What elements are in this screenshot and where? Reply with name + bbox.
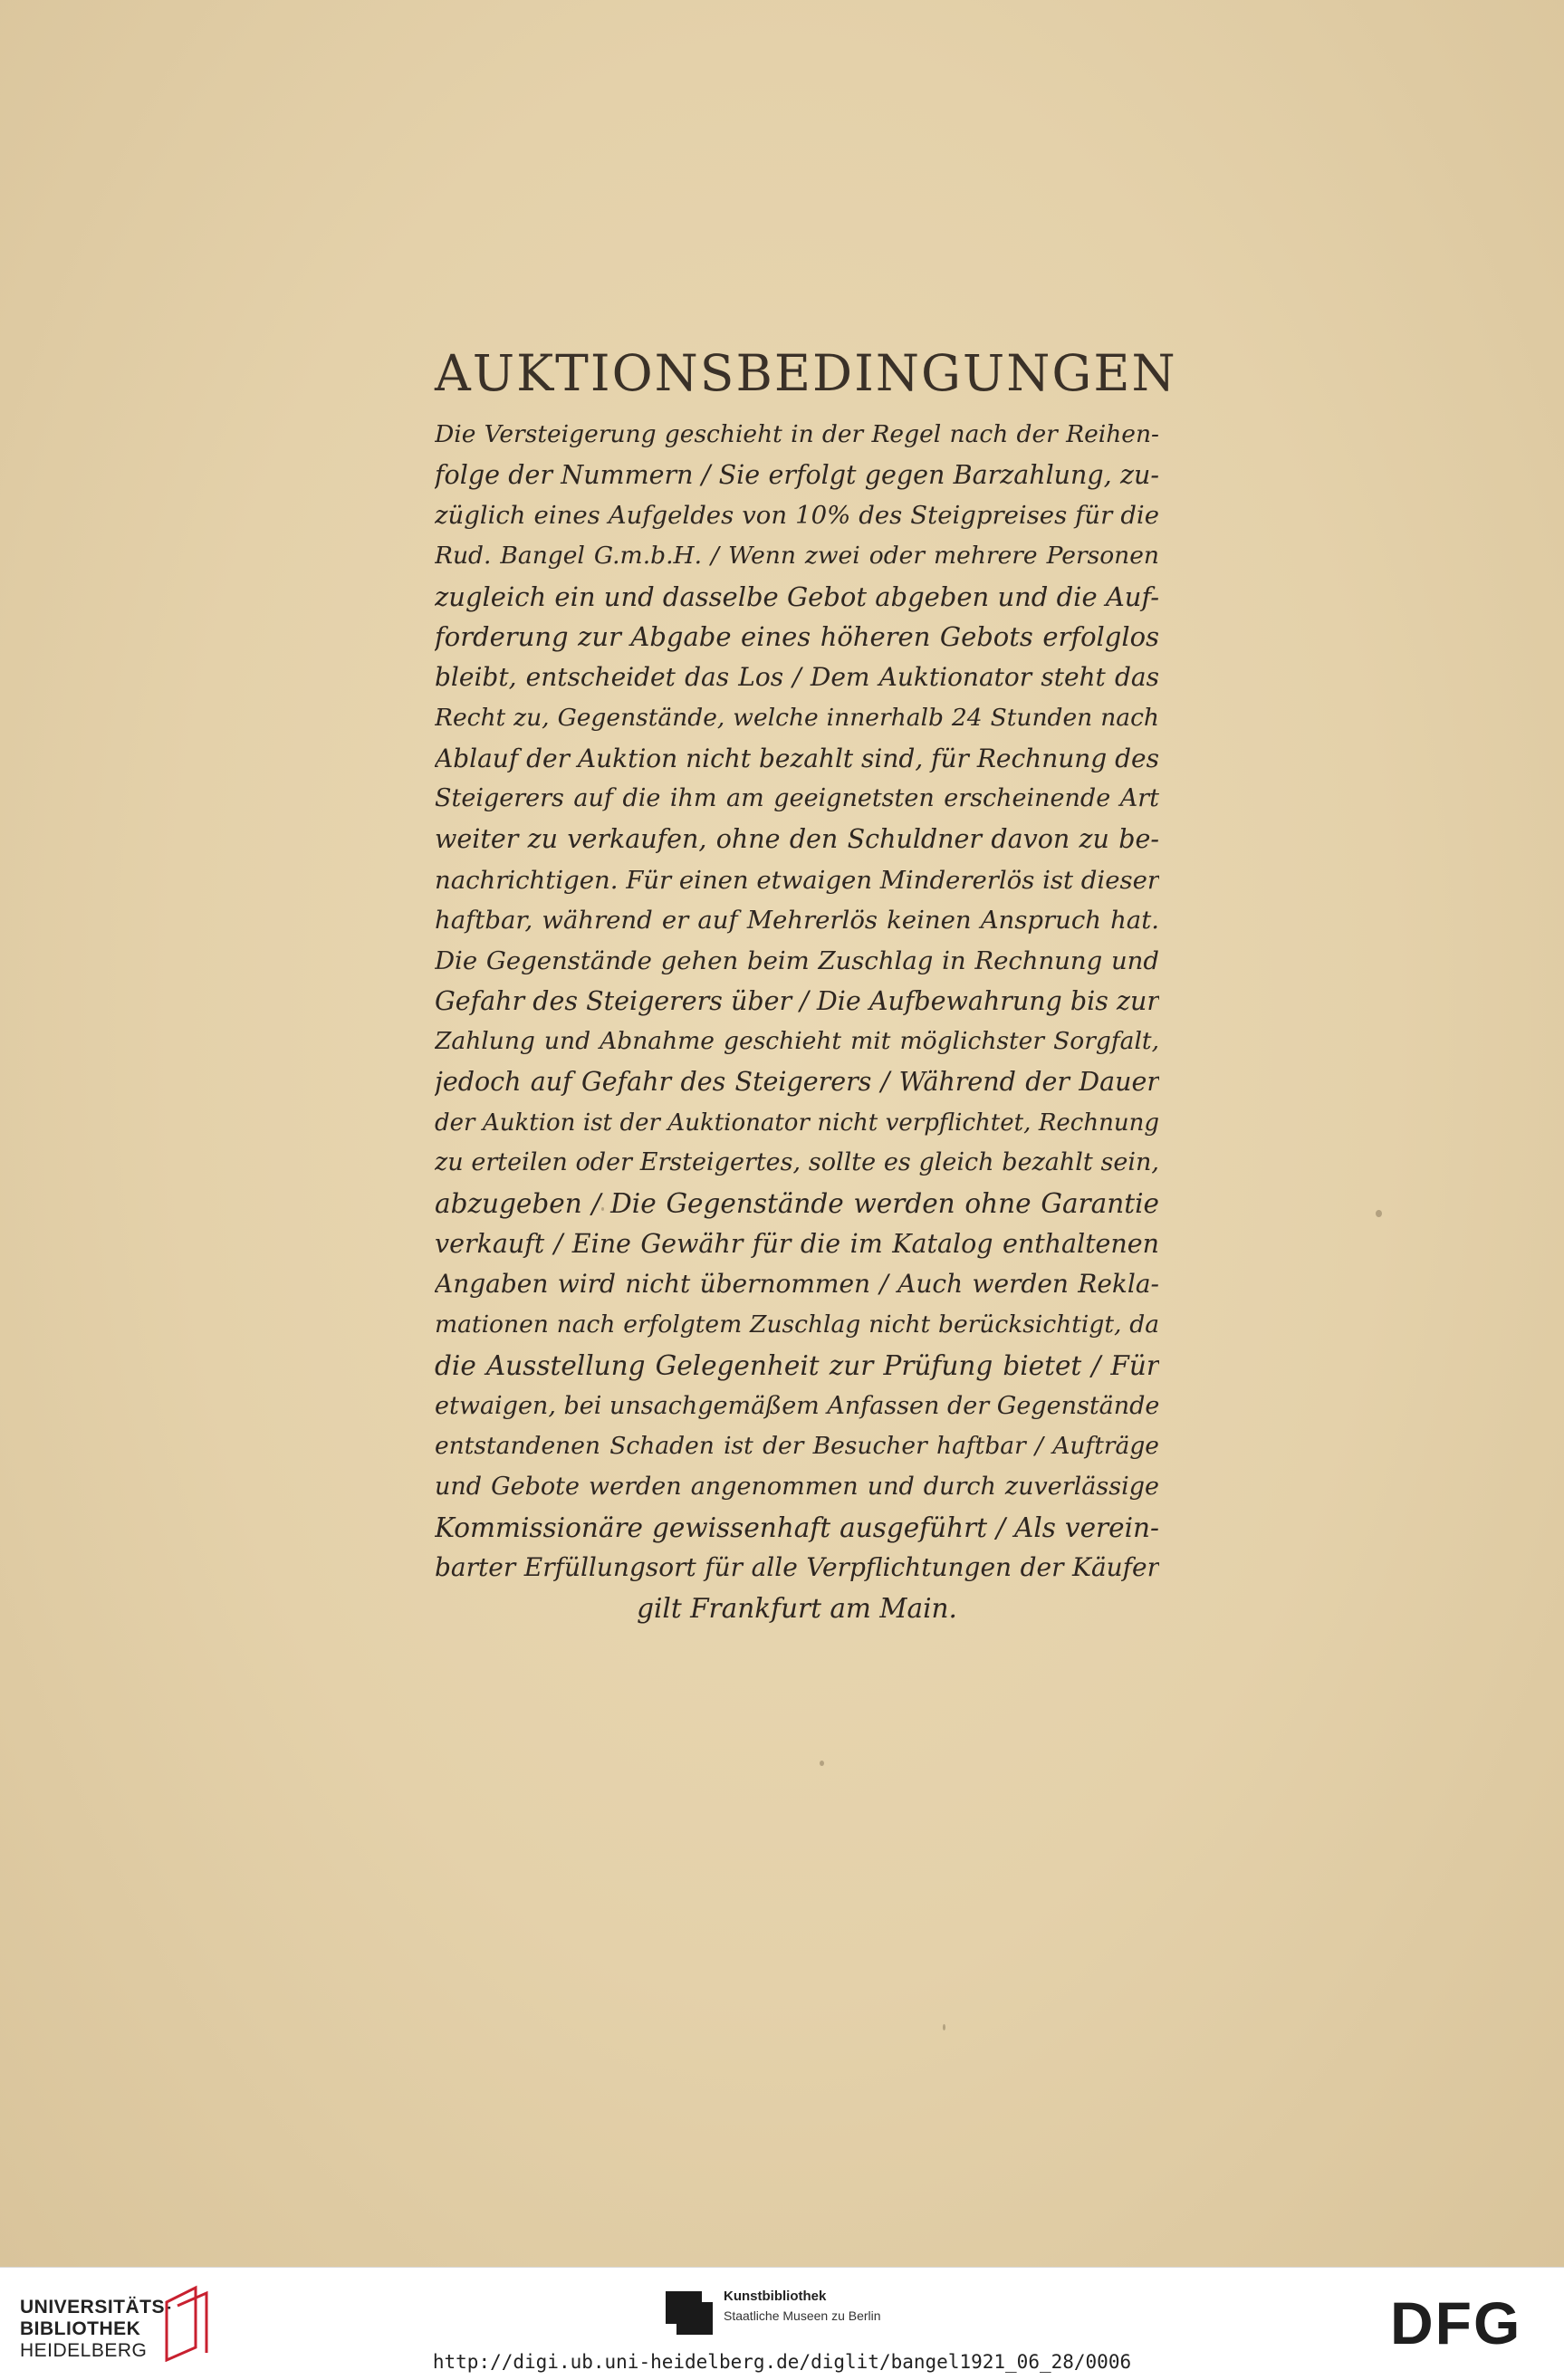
page-title: AUKTIONSBEDINGUNGEN xyxy=(435,344,1177,402)
paper-speck xyxy=(820,1761,824,1766)
text-line: bleibt, entscheidet das Los / Dem Auktionator steht das xyxy=(435,662,1159,693)
text-line: barter Erfüllungsort für alle Verpflichtungen der Käufer xyxy=(435,1552,1159,1583)
text-line: folge der Nummern / Sie erfolgt gegen Barzahlung, zu- xyxy=(435,459,1159,490)
ub-logo-line: BIBLIOTHEK xyxy=(20,2318,141,2339)
text-line: die Ausstellung Gelegenheit zur Prüfung bietet / Für xyxy=(435,1349,1159,1381)
text-line: nachrichtigen. Für einen etwaigen Mindererlös ist dieser xyxy=(435,865,1159,895)
ub-logo-line: HEIDELBERG xyxy=(20,2340,148,2361)
text-line: zugleich ein und dasselbe Gebot abgeben und die Auf- xyxy=(435,581,1159,612)
kunstbibliothek-name: Kunstbibliothek xyxy=(724,2289,827,2304)
paper-speck xyxy=(943,2024,945,2030)
text-line: Die Gegenstände gehen beim Zuschlag in Rechnung und xyxy=(435,945,1159,975)
text-line: der Auktion ist der Auktionator nicht verpflichtet, Rechnung xyxy=(435,1108,1159,1137)
text-line: Steigerers auf die ihm am geeignetsten erscheinende Art xyxy=(435,784,1159,813)
text-line: züglich eines Aufgeldes von 10% des Steigpreises für die xyxy=(435,501,1159,531)
text-line: Angaben wird nicht übernommen / Auch werden Rekla- xyxy=(435,1269,1159,1300)
text-line: Recht zu, Gegenstände, welche innerhalb 24 Stunden nach xyxy=(435,703,1159,732)
text-line: Zahlung und Abnahme geschieht mit möglichster Sorgfalt, xyxy=(435,1027,1159,1056)
text-line: Ablauf der Auktion nicht bezahlt sind, für Rechnung des xyxy=(435,743,1159,773)
text-line: haftbar, während er auf Mehrerlös keinen Anspruch hat. xyxy=(435,906,1159,936)
ub-logo-line: UNIVERSITÄTS- xyxy=(20,2297,172,2318)
text-line: mationen nach erfolgtem Zuschlag nicht berücksichtigt, da xyxy=(435,1310,1159,1339)
dfg-logo[interactable]: DFG xyxy=(1390,2289,1522,2356)
kunstbibliothek-mark-icon xyxy=(666,2291,713,2335)
text-line: Kommissionäre gewissenhaft ausgeführt / Als verein- xyxy=(435,1511,1159,1543)
text-line: abzugeben / Die Gegenstände werden ohne Garantie xyxy=(435,1188,1159,1220)
text-line: gilt Frankfurt am Main. xyxy=(637,1592,957,1624)
text-line: Die Versteigerung geschieht in der Regel nach der Reihen- xyxy=(435,420,1159,448)
text-line: Gefahr des Steigerers über / Die Aufbewahrung bis zur xyxy=(435,985,1159,1016)
text-line: verkauft / Eine Gewähr für die im Katalog enthaltenen xyxy=(435,1228,1159,1259)
footer-bar xyxy=(0,2267,1564,2380)
text-line: entstandenen Schaden ist der Besucher haftbar / Aufträge xyxy=(435,1432,1159,1461)
text-line: etwaigen, bei unsachgemäßem Anfassen der Gegenstände xyxy=(435,1391,1159,1420)
text-line: Rud. Bangel G.m.b.H. / Wenn zwei oder mehrere Personen xyxy=(435,542,1159,571)
text-line: jedoch auf Gefahr des Steigerers / Während der Dauer xyxy=(435,1067,1159,1097)
text-line: zu erteilen oder Ersteigertes, sollte es gleich bezahlt sein, xyxy=(435,1148,1159,1177)
kunstbibliothek-subtitle: Staatliche Museen zu Berlin xyxy=(724,2308,881,2323)
text-line: und Gebote werden angenommen und durch zuverlässige xyxy=(435,1472,1159,1501)
permalink-url[interactable]: http://digi.ub.uni-heidelberg.de/diglit/bangel1921_06_28/0006 xyxy=(432,2351,1132,2373)
paper-speck xyxy=(1376,1210,1382,1217)
text-line: forderung zur Abgabe eines höheren Gebots erfolglos xyxy=(435,621,1159,653)
text-line: weiter zu verkaufen, ohne den Schuldner davon zu be- xyxy=(435,823,1159,854)
auction-terms-text xyxy=(435,415,1159,1629)
